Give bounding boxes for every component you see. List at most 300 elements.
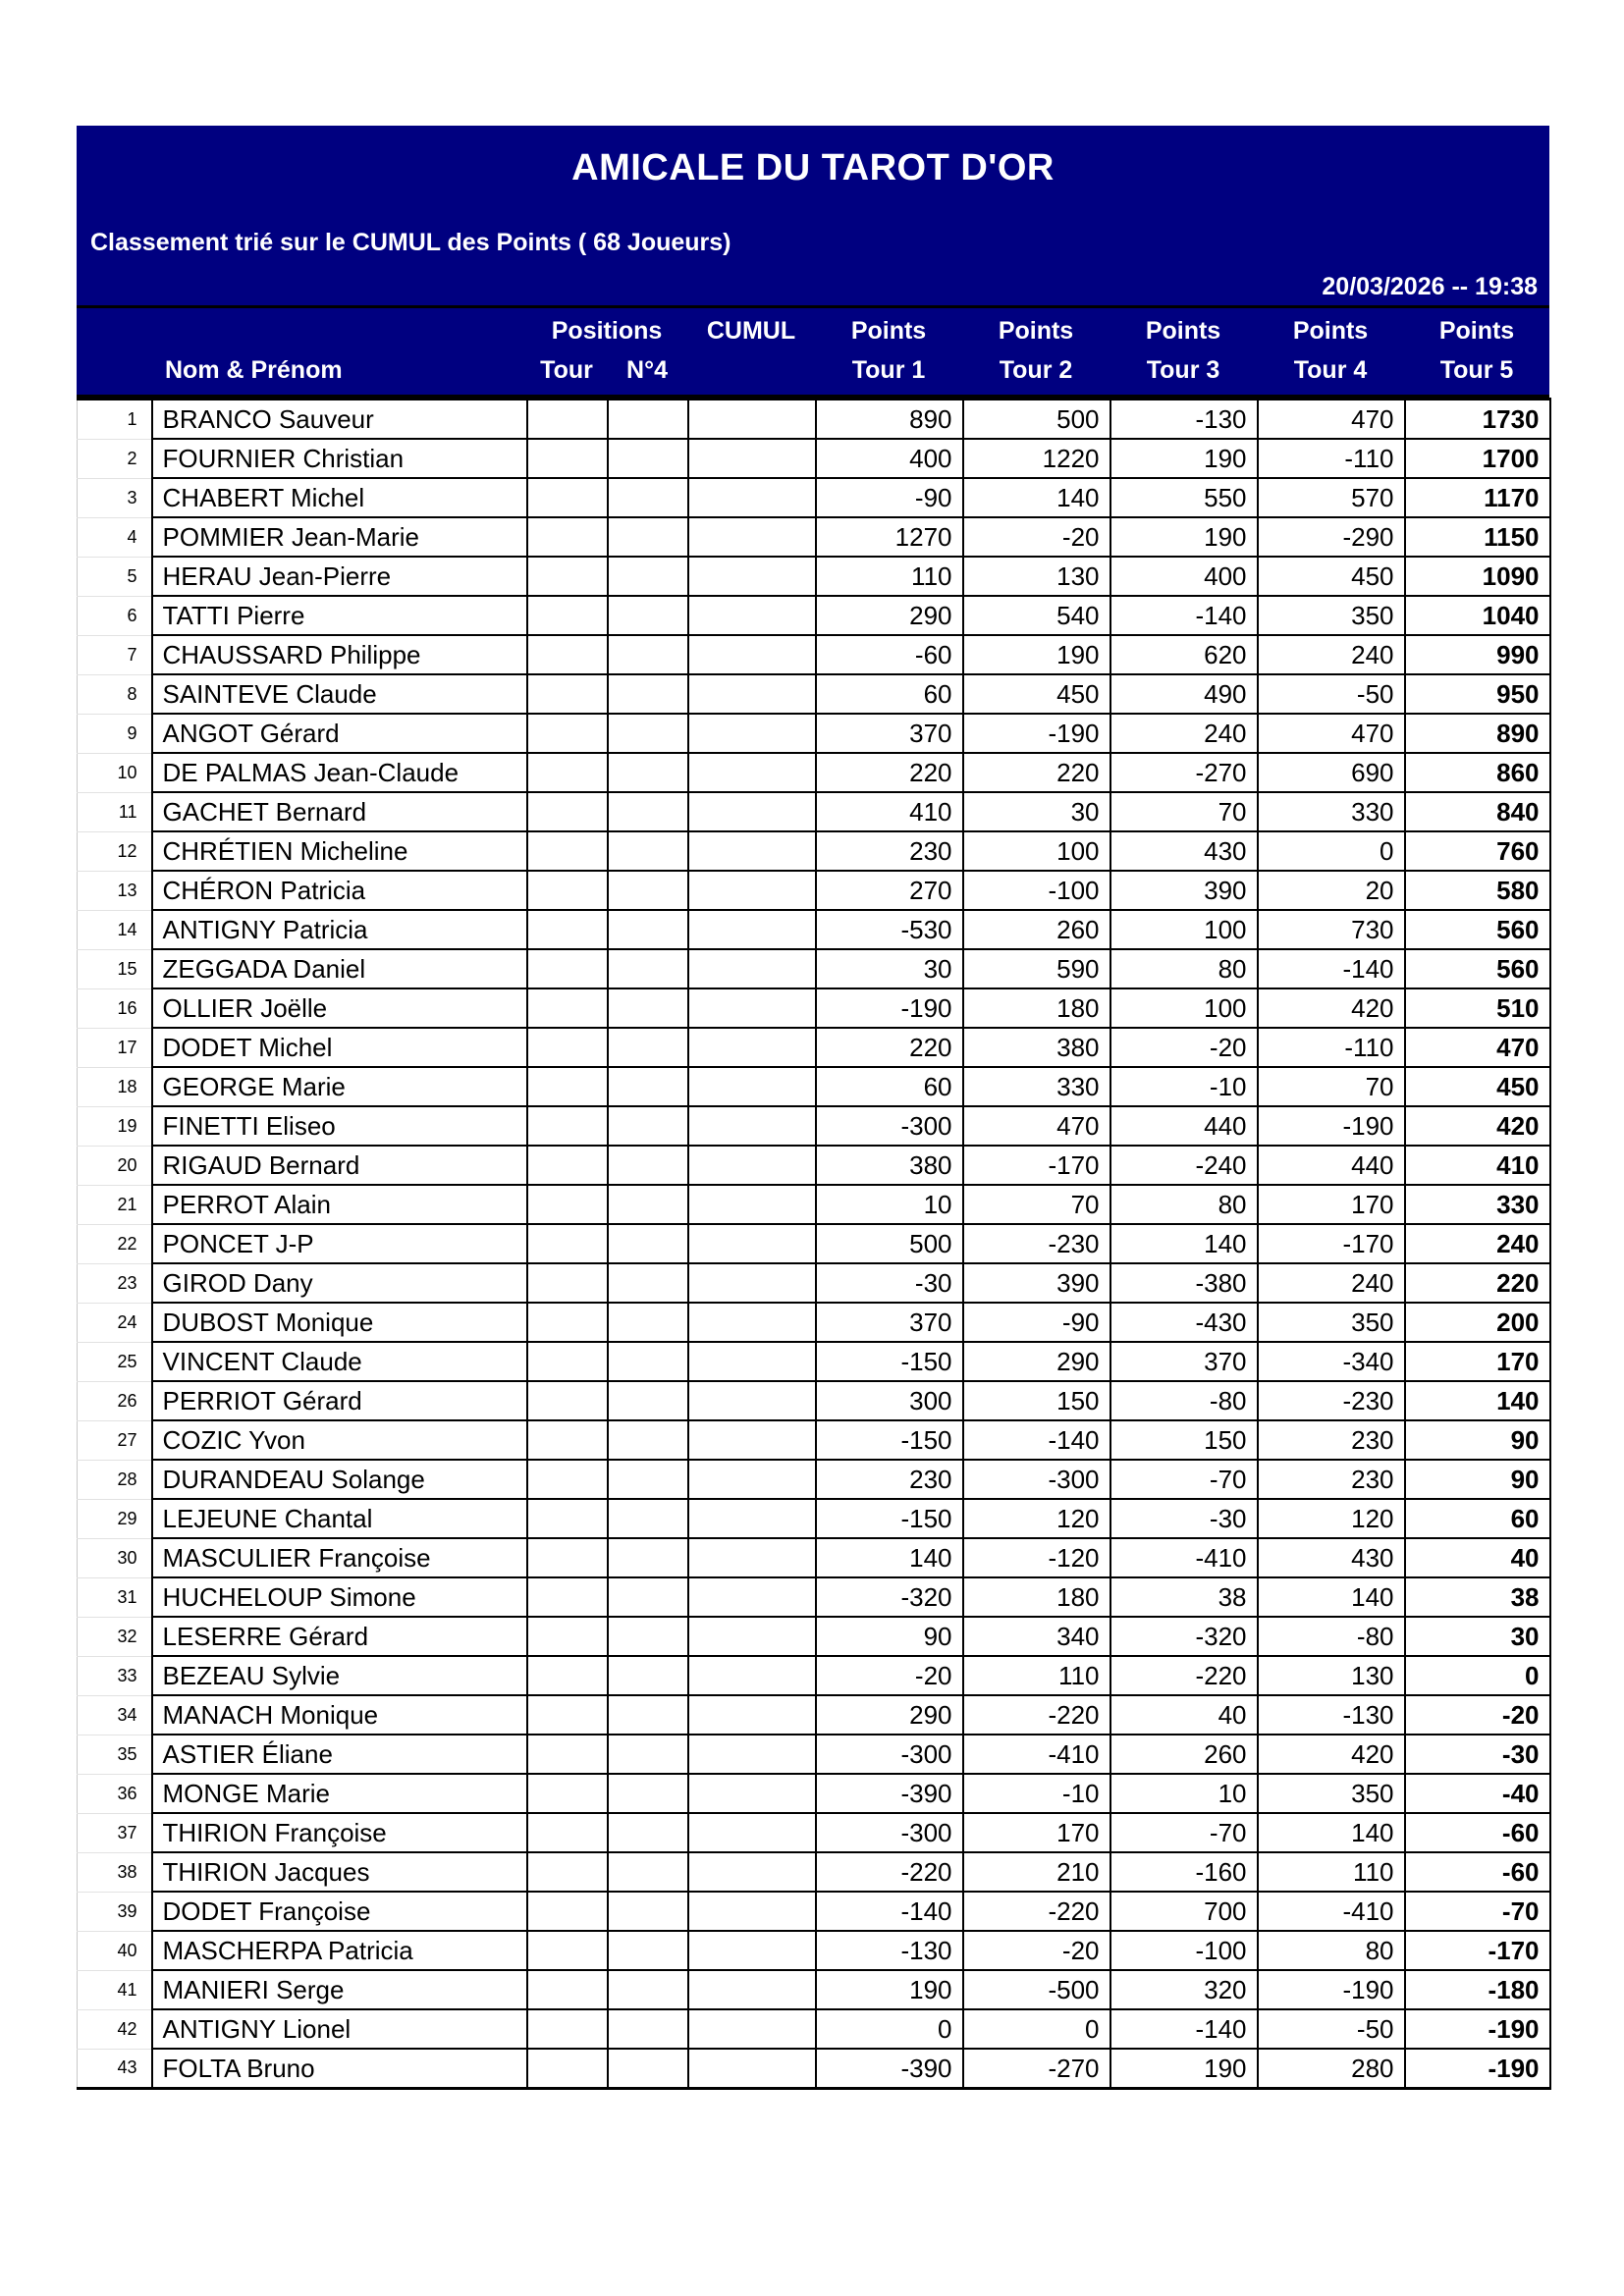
- cell-points-tour2: -170: [963, 1146, 1110, 1185]
- cell-points-tour1: -220: [816, 1852, 963, 1892]
- cell-cumul: [688, 478, 816, 517]
- cell-cumul: [688, 1931, 816, 1970]
- cell-points-tour4: 570: [1258, 478, 1405, 517]
- cell-rank: 19: [78, 1106, 152, 1146]
- cell-points-tour4: 350: [1258, 596, 1405, 635]
- cell-positions-no4: [608, 1970, 688, 2009]
- table-row[interactable]: [78, 1735, 1550, 1774]
- cell-rank: 17: [78, 1028, 152, 1067]
- cell-points-tour4: 330: [1258, 792, 1405, 831]
- cell-points-tour5: -170: [1405, 1931, 1550, 1970]
- cell-points-tour2: 170: [963, 1813, 1110, 1852]
- cell-positions-tour: [527, 1460, 608, 1499]
- cell-points-tour5: 840: [1405, 792, 1550, 831]
- cell-name: FOURNIER Christian: [152, 439, 527, 478]
- col-header-rank: [77, 347, 151, 397]
- cell-points-tour1: -320: [816, 1577, 963, 1617]
- cell-points-tour4: 0: [1258, 831, 1405, 871]
- cell-cumul: [688, 792, 816, 831]
- cell-positions-no4: [608, 1538, 688, 1577]
- cell-points-tour5: 90: [1405, 1420, 1550, 1460]
- cell-positions-no4: [608, 1067, 688, 1106]
- cell-points-tour2: -120: [963, 1538, 1110, 1577]
- cell-positions-tour: [527, 1303, 608, 1342]
- cell-points-tour4: 170: [1258, 1185, 1405, 1224]
- cell-points-tour4: 120: [1258, 1499, 1405, 1538]
- cell-points-tour2: 380: [963, 1028, 1110, 1067]
- cell-rank: 38: [78, 1852, 152, 1892]
- cell-points-tour1: -30: [816, 1263, 963, 1303]
- cell-points-tour2: 260: [963, 910, 1110, 949]
- cell-name: MANACH Monique: [152, 1695, 527, 1735]
- cell-rank: 33: [78, 1656, 152, 1695]
- table-row[interactable]: [78, 1774, 1550, 1813]
- cell-points-tour4: -290: [1258, 517, 1405, 557]
- cell-cumul: [688, 1224, 816, 1263]
- cell-positions-no4: [608, 400, 688, 440]
- table-row[interactable]: [78, 1106, 1550, 1146]
- cell-name: MASCULIER Françoise: [152, 1538, 527, 1577]
- table-row[interactable]: [78, 1028, 1550, 1067]
- cell-points-tour4: -410: [1258, 1892, 1405, 1931]
- cell-points-tour4: -50: [1258, 674, 1405, 714]
- cell-cumul: [688, 1813, 816, 1852]
- cell-points-tour2: -220: [963, 1892, 1110, 1931]
- cell-points-tour1: -300: [816, 1735, 963, 1774]
- cell-rank: 23: [78, 1263, 152, 1303]
- table-row[interactable]: [78, 1420, 1550, 1460]
- cell-points-tour2: -90: [963, 1303, 1110, 1342]
- cell-rank: 34: [78, 1695, 152, 1735]
- cell-points-tour4: 20: [1258, 871, 1405, 910]
- cell-positions-tour: [527, 1735, 608, 1774]
- col-header-rank-top: [77, 307, 151, 348]
- cell-points-tour5: -60: [1405, 1813, 1550, 1852]
- cell-rank: 8: [78, 674, 152, 714]
- table-row[interactable]: [78, 1224, 1550, 1263]
- cell-positions-tour: [527, 1656, 608, 1695]
- cell-points-tour2: -10: [963, 1774, 1110, 1813]
- cell-positions-tour: [527, 1577, 608, 1617]
- cell-cumul: [688, 1303, 816, 1342]
- cell-points-tour2: 140: [963, 478, 1110, 517]
- cell-positions-tour: [527, 596, 608, 635]
- cell-positions-tour: [527, 949, 608, 988]
- col-header-points-2: Points: [962, 307, 1110, 348]
- cell-rank: 18: [78, 1067, 152, 1106]
- cell-name: MONGE Marie: [152, 1774, 527, 1813]
- cell-points-tour1: 140: [816, 1538, 963, 1577]
- cell-name: DURANDEAU Solange: [152, 1460, 527, 1499]
- cell-positions-no4: [608, 674, 688, 714]
- cell-points-tour4: 350: [1258, 1774, 1405, 1813]
- cell-points-tour3: -380: [1110, 1263, 1258, 1303]
- cell-cumul: [688, 1538, 816, 1577]
- cell-points-tour1: 410: [816, 792, 963, 831]
- cell-points-tour3: 100: [1110, 910, 1258, 949]
- cell-points-tour5: 240: [1405, 1224, 1550, 1263]
- cell-points-tour2: 500: [963, 400, 1110, 440]
- cell-points-tour2: -140: [963, 1420, 1110, 1460]
- cell-positions-no4: [608, 1813, 688, 1852]
- cell-positions-tour: [527, 478, 608, 517]
- cell-points-tour4: 240: [1258, 1263, 1405, 1303]
- table-row[interactable]: [78, 714, 1550, 753]
- cell-points-tour2: 180: [963, 988, 1110, 1028]
- cell-cumul: [688, 714, 816, 753]
- cell-rank: 21: [78, 1185, 152, 1224]
- cell-positions-no4: [608, 1420, 688, 1460]
- cell-points-tour2: 70: [963, 1185, 1110, 1224]
- cell-points-tour5: 760: [1405, 831, 1550, 871]
- cell-rank: 35: [78, 1735, 152, 1774]
- cell-points-tour1: 1270: [816, 517, 963, 557]
- table-row[interactable]: [78, 1067, 1550, 1106]
- cell-positions-no4: [608, 1106, 688, 1146]
- cell-cumul: [688, 635, 816, 674]
- cell-points-tour4: 70: [1258, 1067, 1405, 1106]
- cell-points-tour5: 580: [1405, 871, 1550, 910]
- cell-points-tour4: 470: [1258, 400, 1405, 440]
- column-header-row-top: [77, 307, 1549, 348]
- cell-points-tour1: -300: [816, 1813, 963, 1852]
- cell-points-tour4: 230: [1258, 1460, 1405, 1499]
- cell-name: BRANCO Sauveur: [152, 400, 527, 440]
- table-row[interactable]: [78, 910, 1550, 949]
- col-header-cumul: CUMUL: [687, 307, 815, 348]
- cell-points-tour1: -20: [816, 1656, 963, 1695]
- cell-points-tour5: 560: [1405, 949, 1550, 988]
- cell-points-tour4: -130: [1258, 1695, 1405, 1735]
- table-row[interactable]: [78, 1813, 1550, 1852]
- cell-points-tour1: 230: [816, 831, 963, 871]
- cell-points-tour2: -190: [963, 714, 1110, 753]
- col-header-name: Nom & Prénom: [151, 347, 526, 397]
- cell-rank: 3: [78, 478, 152, 517]
- cell-points-tour4: 280: [1258, 2049, 1405, 2089]
- cell-rank: 29: [78, 1499, 152, 1538]
- table-row[interactable]: [78, 1146, 1550, 1185]
- cell-name: ANGOT Gérard: [152, 714, 527, 753]
- cell-points-tour5: 1170: [1405, 478, 1550, 517]
- col-header-name-top: [151, 307, 526, 348]
- cell-name: ASTIER Éliane: [152, 1735, 527, 1774]
- cell-positions-no4: [608, 557, 688, 596]
- cell-points-tour3: 390: [1110, 871, 1258, 910]
- cell-points-tour1: -90: [816, 478, 963, 517]
- table-row[interactable]: [78, 478, 1550, 517]
- cell-points-tour4: 110: [1258, 1852, 1405, 1892]
- cell-points-tour5: 30: [1405, 1617, 1550, 1656]
- cell-points-tour3: 38: [1110, 1577, 1258, 1617]
- cell-name: ZEGGADA Daniel: [152, 949, 527, 988]
- ranking-table-body: [78, 400, 1550, 2089]
- cell-name: ANTIGNY Patricia: [152, 910, 527, 949]
- col-header-tour5: Tour 5: [1404, 347, 1549, 397]
- cell-points-tour2: 0: [963, 2009, 1110, 2049]
- cell-name: MANIERI Serge: [152, 1970, 527, 2009]
- cell-cumul: [688, 1617, 816, 1656]
- table-row[interactable]: [78, 871, 1550, 910]
- cell-points-tour4: -140: [1258, 949, 1405, 988]
- cell-positions-tour: [527, 674, 608, 714]
- cell-points-tour1: -150: [816, 1420, 963, 1460]
- cell-name: THIRION Jacques: [152, 1852, 527, 1892]
- cell-cumul: [688, 1381, 816, 1420]
- cell-rank: 1: [78, 400, 152, 440]
- cell-points-tour3: -140: [1110, 2009, 1258, 2049]
- table-row[interactable]: [78, 1892, 1550, 1931]
- cell-points-tour5: 0: [1405, 1656, 1550, 1695]
- cell-points-tour2: 340: [963, 1617, 1110, 1656]
- cell-cumul: [688, 1067, 816, 1106]
- cell-points-tour4: 420: [1258, 1735, 1405, 1774]
- table-row[interactable]: [78, 596, 1550, 635]
- cell-points-tour5: 38: [1405, 1577, 1550, 1617]
- cell-points-tour1: 300: [816, 1381, 963, 1420]
- cell-cumul: [688, 1852, 816, 1892]
- cell-points-tour1: 0: [816, 2009, 963, 2049]
- cell-points-tour1: 500: [816, 1224, 963, 1263]
- cell-positions-no4: [608, 1774, 688, 1813]
- table-row[interactable]: [78, 1656, 1550, 1695]
- cell-cumul: [688, 871, 816, 910]
- cell-points-tour1: 290: [816, 1695, 963, 1735]
- cell-positions-no4: [608, 1499, 688, 1538]
- cell-points-tour3: -100: [1110, 1931, 1258, 1970]
- cell-cumul: [688, 1420, 816, 1460]
- cell-rank: 36: [78, 1774, 152, 1813]
- cell-points-tour5: 1090: [1405, 557, 1550, 596]
- cell-positions-tour: [527, 1892, 608, 1931]
- cell-points-tour3: -30: [1110, 1499, 1258, 1538]
- cell-points-tour2: 120: [963, 1499, 1110, 1538]
- table-row[interactable]: [78, 1381, 1550, 1420]
- cell-points-tour5: 560: [1405, 910, 1550, 949]
- table-row[interactable]: [78, 517, 1550, 557]
- cell-points-tour4: 450: [1258, 557, 1405, 596]
- cell-name: GEORGE Marie: [152, 1067, 527, 1106]
- col-header-tour4: Tour 4: [1257, 347, 1404, 397]
- cell-points-tour3: 320: [1110, 1970, 1258, 2009]
- cell-rank: 42: [78, 2009, 152, 2049]
- cell-points-tour5: 1730: [1405, 400, 1550, 440]
- cell-points-tour3: 440: [1110, 1106, 1258, 1146]
- cell-points-tour1: -130: [816, 1931, 963, 1970]
- cell-points-tour3: 620: [1110, 635, 1258, 674]
- cell-positions-no4: [608, 2009, 688, 2049]
- cell-points-tour1: 890: [816, 400, 963, 440]
- cell-points-tour4: -110: [1258, 439, 1405, 478]
- cell-rank: 9: [78, 714, 152, 753]
- cell-points-tour2: 180: [963, 1577, 1110, 1617]
- cell-points-tour3: 80: [1110, 1185, 1258, 1224]
- table-row[interactable]: [78, 635, 1550, 674]
- table-row[interactable]: [78, 674, 1550, 714]
- cell-points-tour2: -220: [963, 1695, 1110, 1735]
- table-row[interactable]: [78, 1303, 1550, 1342]
- cell-points-tour2: 100: [963, 831, 1110, 871]
- cell-positions-tour: [527, 792, 608, 831]
- table-row[interactable]: [78, 1499, 1550, 1538]
- col-header-points-5: Points: [1404, 307, 1549, 348]
- cell-positions-no4: [608, 1146, 688, 1185]
- cell-positions-tour: [527, 1185, 608, 1224]
- cell-points-tour5: 420: [1405, 1106, 1550, 1146]
- cell-positions-no4: [608, 1695, 688, 1735]
- cell-name: HERAU Jean-Pierre: [152, 557, 527, 596]
- cell-name: DODET Françoise: [152, 1892, 527, 1931]
- cell-points-tour4: -80: [1258, 1617, 1405, 1656]
- cell-points-tour5: -40: [1405, 1774, 1550, 1813]
- cell-positions-no4: [608, 1656, 688, 1695]
- cell-positions-tour: [527, 1224, 608, 1263]
- cell-name: ANTIGNY Lionel: [152, 2009, 527, 2049]
- cell-rank: 37: [78, 1813, 152, 1852]
- table-row[interactable]: [78, 1931, 1550, 1970]
- page-title: AMICALE DU TAROT D'OR: [571, 147, 1055, 188]
- cell-rank: 7: [78, 635, 152, 674]
- cell-points-tour5: 510: [1405, 988, 1550, 1028]
- cell-name: DODET Michel: [152, 1028, 527, 1067]
- report-timestamp: 20/03/2026 -- 19:38: [1322, 273, 1538, 300]
- table-row[interactable]: [78, 1185, 1550, 1224]
- cell-positions-no4: [608, 517, 688, 557]
- cell-rank: 2: [78, 439, 152, 478]
- cell-points-tour2: 330: [963, 1067, 1110, 1106]
- cell-points-tour3: 190: [1110, 439, 1258, 478]
- cell-points-tour3: -130: [1110, 400, 1258, 440]
- cell-points-tour4: 130: [1258, 1656, 1405, 1695]
- cell-positions-tour: [527, 557, 608, 596]
- col-header-points-3: Points: [1110, 307, 1257, 348]
- col-header-points-1: Points: [815, 307, 962, 348]
- cell-points-tour2: 450: [963, 674, 1110, 714]
- cell-points-tour2: 470: [963, 1106, 1110, 1146]
- cell-positions-no4: [608, 988, 688, 1028]
- cell-points-tour1: 380: [816, 1146, 963, 1185]
- cell-rank: 24: [78, 1303, 152, 1342]
- cell-points-tour2: 220: [963, 753, 1110, 792]
- cell-name: CHABERT Michel: [152, 478, 527, 517]
- cell-rank: 15: [78, 949, 152, 988]
- cell-points-tour1: 60: [816, 1067, 963, 1106]
- cell-name: CHÉRON Patricia: [152, 871, 527, 910]
- table-row[interactable]: [78, 1695, 1550, 1735]
- cell-cumul: [688, 1028, 816, 1067]
- cell-positions-tour: [527, 1538, 608, 1577]
- table-row[interactable]: [78, 1852, 1550, 1892]
- table-row[interactable]: [78, 1538, 1550, 1577]
- table-row[interactable]: [78, 1617, 1550, 1656]
- cell-points-tour5: 950: [1405, 674, 1550, 714]
- table-row[interactable]: [78, 949, 1550, 988]
- table-row[interactable]: [78, 2049, 1550, 2089]
- cell-points-tour3: 260: [1110, 1735, 1258, 1774]
- cell-positions-no4: [608, 1931, 688, 1970]
- table-row[interactable]: [78, 439, 1550, 478]
- cell-points-tour1: 60: [816, 674, 963, 714]
- table-row[interactable]: [78, 792, 1550, 831]
- cell-positions-tour: [527, 1263, 608, 1303]
- cell-positions-tour: [527, 1774, 608, 1813]
- cell-points-tour3: -80: [1110, 1381, 1258, 1420]
- cell-points-tour5: 890: [1405, 714, 1550, 753]
- cell-cumul: [688, 1774, 816, 1813]
- table-row[interactable]: [78, 988, 1550, 1028]
- cell-cumul: [688, 1577, 816, 1617]
- cell-points-tour1: 290: [816, 596, 963, 635]
- cell-name: BEZEAU Sylvie: [152, 1656, 527, 1695]
- cell-points-tour2: 390: [963, 1263, 1110, 1303]
- cell-name: GACHET Bernard: [152, 792, 527, 831]
- cell-points-tour3: 400: [1110, 557, 1258, 596]
- column-header-row-bottom: [77, 347, 1549, 397]
- cell-positions-tour: [527, 635, 608, 674]
- cell-cumul: [688, 1460, 816, 1499]
- cell-cumul: [688, 2009, 816, 2049]
- cell-points-tour3: 370: [1110, 1342, 1258, 1381]
- cell-positions-no4: [608, 1617, 688, 1656]
- col-header-tour3: Tour 3: [1110, 347, 1257, 397]
- col-header-positions-no4: N°4: [607, 347, 687, 397]
- cell-points-tour1: -140: [816, 1892, 963, 1931]
- col-header-points-4: Points: [1257, 307, 1404, 348]
- cell-points-tour4: 80: [1258, 1931, 1405, 1970]
- cell-name: POMMIER Jean-Marie: [152, 517, 527, 557]
- table-row[interactable]: [78, 1577, 1550, 1617]
- cell-points-tour4: -190: [1258, 1106, 1405, 1146]
- cell-points-tour5: 140: [1405, 1381, 1550, 1420]
- table-row[interactable]: [78, 2009, 1550, 2049]
- table-row[interactable]: [78, 1342, 1550, 1381]
- cell-positions-tour: [527, 439, 608, 478]
- cell-points-tour1: -190: [816, 988, 963, 1028]
- cell-name: COZIC Yvon: [152, 1420, 527, 1460]
- cell-name: FINETTI Eliseo: [152, 1106, 527, 1146]
- cell-points-tour2: 210: [963, 1852, 1110, 1892]
- cell-points-tour5: -190: [1405, 2009, 1550, 2049]
- cell-name: PONCET J-P: [152, 1224, 527, 1263]
- cell-rank: 4: [78, 517, 152, 557]
- table-row[interactable]: [78, 1970, 1550, 2009]
- cell-points-tour4: -190: [1258, 1970, 1405, 2009]
- table-row[interactable]: [78, 400, 1550, 440]
- cell-positions-no4: [608, 753, 688, 792]
- cell-points-tour3: 100: [1110, 988, 1258, 1028]
- cell-name: TATTI Pierre: [152, 596, 527, 635]
- cell-points-tour3: 190: [1110, 2049, 1258, 2089]
- cell-positions-no4: [608, 478, 688, 517]
- cell-points-tour2: 150: [963, 1381, 1110, 1420]
- cell-rank: 32: [78, 1617, 152, 1656]
- cell-positions-no4: [608, 1224, 688, 1263]
- cell-positions-tour: [527, 517, 608, 557]
- cell-name: CHAUSSARD Philippe: [152, 635, 527, 674]
- table-row[interactable]: [78, 1263, 1550, 1303]
- table-row[interactable]: [78, 557, 1550, 596]
- cell-points-tour4: -50: [1258, 2009, 1405, 2049]
- table-row[interactable]: [78, 753, 1550, 792]
- cell-points-tour2: 590: [963, 949, 1110, 988]
- cell-points-tour5: -180: [1405, 1970, 1550, 2009]
- cell-positions-no4: [608, 792, 688, 831]
- cell-points-tour3: 430: [1110, 831, 1258, 871]
- cell-cumul: [688, 596, 816, 635]
- table-row[interactable]: [78, 831, 1550, 871]
- table-row[interactable]: [78, 1460, 1550, 1499]
- cell-positions-tour: [527, 1499, 608, 1538]
